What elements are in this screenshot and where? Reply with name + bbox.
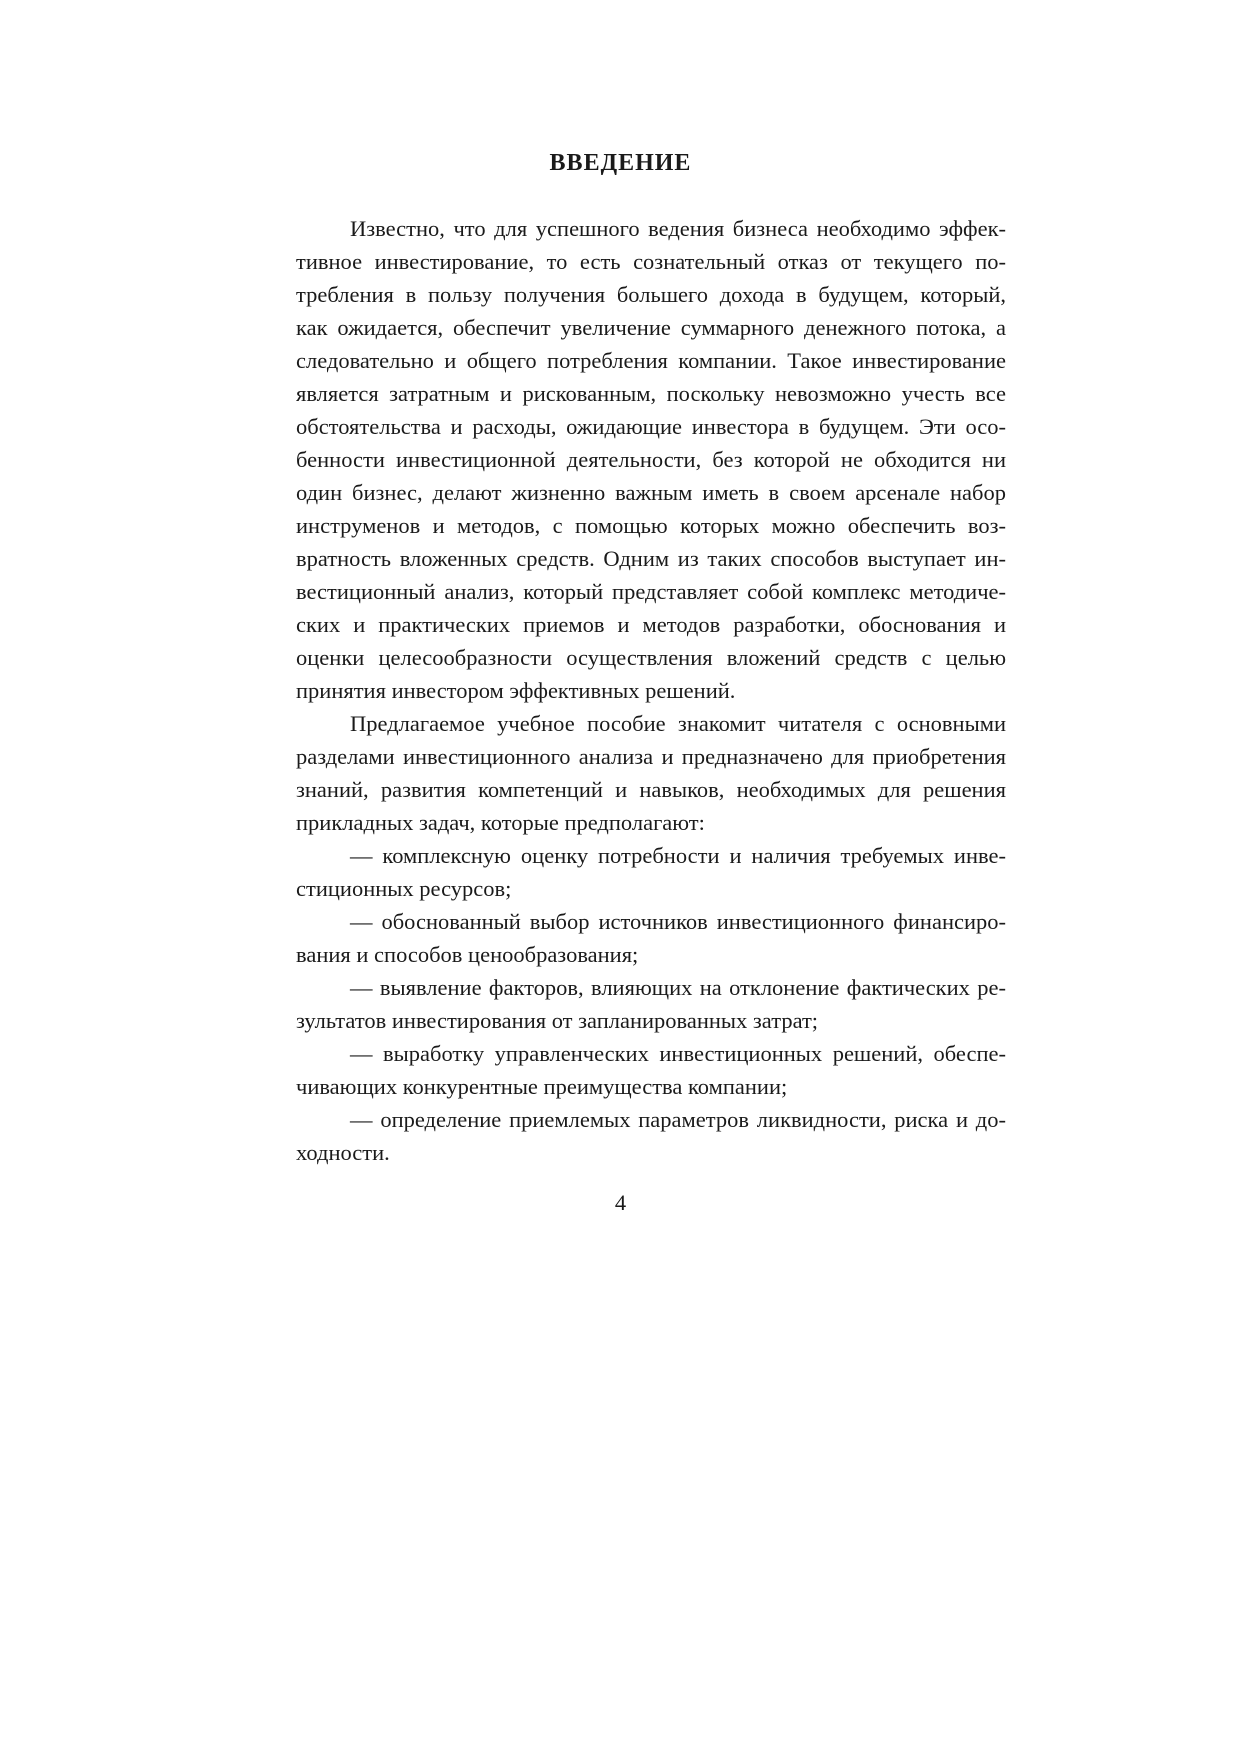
text-line: требления в пользу получения большего дохода в будущем, который, — [296, 282, 1006, 307]
text-line: как ожидается, обеспечит увеличение суммарного денежного потока, а — [296, 315, 1006, 340]
text-line: бенности инвестиционной деятельности, без которой не обходится ни — [296, 447, 1006, 472]
list-item: — определение приемлемых параметров ликвидности, риска и до- — [350, 1107, 1006, 1132]
page-title: ВВЕДЕНИЕ — [549, 150, 692, 176]
text-line: ских и практических приемов и методов разработки, обоснования и — [296, 612, 1006, 637]
list-item: — обоснованный выбор источников инвестиционного финансиро- — [350, 909, 1006, 934]
list-item-continuation: ходности. — [296, 1140, 390, 1165]
document-body — [296, 212, 1006, 1169]
text-line: тивное инвестирование, то есть сознательный отказ от текущего по- — [296, 249, 1006, 274]
text-line: знаний, развития компетенций и навыков, необходимых для решения — [296, 777, 1006, 802]
text-line: следовательно и общего потребления компании. Такое инвестирование — [296, 348, 1006, 373]
text-line: обстоятельства и расходы, ожидающие инвестора в будущем. Эти осо- — [296, 414, 1006, 439]
text-line: Известно, что для успешного ведения бизнеса необходимо эффек- — [350, 216, 1006, 241]
text-line: вестиционный анализ, который представляет собой комплекс методиче- — [296, 579, 1006, 604]
text-line: принятия инвестором эффективных решений. — [296, 678, 736, 703]
text-line: разделами инвестиционного анализа и предназначено для приобретения — [296, 744, 1006, 769]
list-item-continuation: зультатов инвестирования от запланированных затрат; — [296, 1008, 819, 1033]
list-item-continuation: вания и способов ценообразования; — [296, 942, 639, 967]
list-item-continuation: стиционных ресурсов; — [296, 876, 512, 901]
text-line: оценки целесообразности осуществления вложений средств с целью — [296, 645, 1006, 670]
text-line: прикладных задач, которые предполагают: — [296, 810, 705, 835]
text-line: инструменов и методов, с помощью которых можно обеспечить воз- — [296, 513, 1006, 538]
text-line: вратность вложенных средств. Одним из таких способов выступает ин- — [296, 546, 1006, 571]
text-line: является затратным и рискованным, поскольку невозможно учесть все — [296, 381, 1006, 406]
page-number: 4 — [614, 1190, 627, 1215]
text-line: Предлагаемое учебное пособие знакомит читателя с основными — [350, 711, 1006, 736]
list-item: — выработку управленческих инвестиционных решений, обеспе- — [350, 1041, 1006, 1066]
list-item-continuation: чивающих конкурентные преимущества компании; — [296, 1074, 788, 1099]
list-item: — комплексную оценку потребности и наличия требуемых инве- — [350, 843, 1006, 868]
text-line: один бизнес, делают жизненно важным иметь в своем арсенале набор — [296, 480, 1006, 505]
list-item: — выявление факторов, влияющих на отклонение фактических ре- — [350, 975, 1006, 1000]
